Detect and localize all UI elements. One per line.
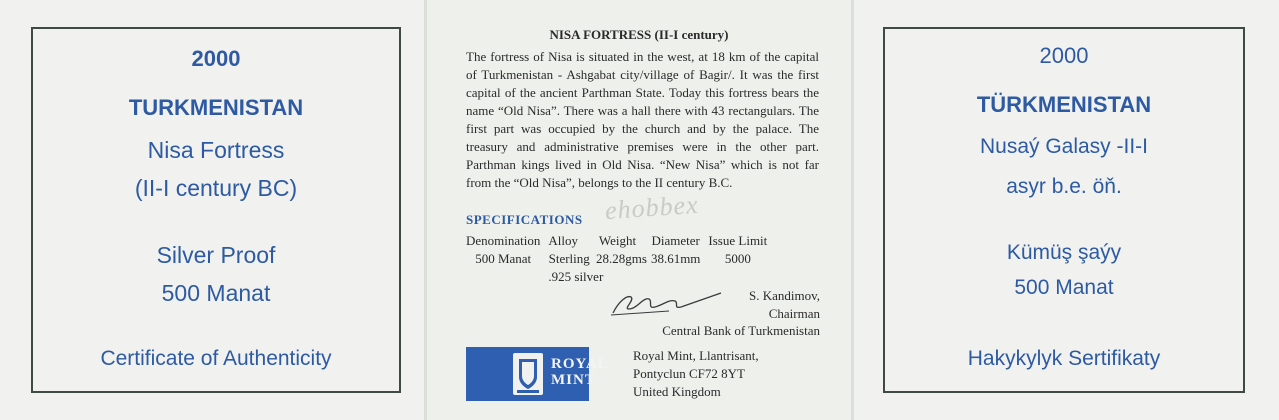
watermark: ehobbex <box>604 189 700 226</box>
denomination: 500 Manat <box>161 280 271 306</box>
specifications-table <box>466 232 771 286</box>
spec-header: Denomination <box>466 233 541 248</box>
signer-name: S. Kandimov, <box>748 288 820 303</box>
finish: Silver Proof <box>156 242 276 268</box>
spec-value: 38.61mm <box>650 251 701 266</box>
spec-header: Diameter <box>651 233 700 248</box>
royal-mint-logo <box>466 347 609 401</box>
coin-subject: Nusaý Galasy -II-I <box>979 135 1149 158</box>
address-line: United Kingdom <box>633 384 721 399</box>
spec-header-row <box>466 232 771 250</box>
coin-subject: Nisa Fortress <box>147 137 285 163</box>
turkmen-certificate-panel <box>854 0 1279 420</box>
english-certificate-frame <box>31 27 401 393</box>
denomination: 500 Manat <box>1014 276 1114 299</box>
country: TÜRKMENISTAN <box>976 92 1152 117</box>
spec-value: 500 Manat <box>475 251 532 266</box>
mint-address <box>633 347 759 401</box>
year: 2000 <box>1039 43 1089 68</box>
description-title: NISA FORTRESS (II-I century) <box>549 27 729 42</box>
crest-icon <box>513 353 543 395</box>
spec-header: Issue Limit <box>708 233 768 248</box>
signature <box>609 287 724 319</box>
royal-mint-wordmark: ROYAL MINT <box>551 356 609 388</box>
certificate-title: Certificate of Authenticity <box>100 347 332 370</box>
coin-subject-period: asyr b.e. öň. <box>1006 175 1122 198</box>
spec-extra-row <box>466 268 771 286</box>
spec-value-row <box>466 250 771 268</box>
address-line: Pontyclun CF72 8YT <box>633 366 745 381</box>
certificate-title: Hakykylyk Sertifikaty <box>967 347 1161 370</box>
signatory <box>749 287 820 323</box>
specifications-heading: SPECIFICATIONS <box>466 212 583 227</box>
spec-alloy-fineness: .925 silver <box>548 269 604 284</box>
spec-value: 28.28gms <box>596 251 647 266</box>
spec-header: Weight <box>598 233 637 248</box>
bank-name: Central Bank of Turkmenistan <box>662 323 820 338</box>
country: TURKMENISTAN <box>128 95 304 120</box>
address-line: Royal Mint, Llantrisant, <box>633 348 759 363</box>
coin-subject-period: (II-I century BC) <box>134 175 298 201</box>
year: 2000 <box>191 46 241 71</box>
english-certificate-panel <box>0 0 424 420</box>
description-text: The fortress of Nisa is situated in the west, at 18 km of the capital of Turkmenistan - Ashgabat city/village of Bagir/. It was the first capital of the ancient Parthman State. Today this fortress bears the name “Old Nisa”. There was a hall there with 43 rectangulars. The first part was occupied by the church and by the palace. The treasury and administrative premises were in the other part. Parthman kings lived in Old Nisa. “New Nisa” which is not far from the “Old Nisa”, belongs to the II century B.C. <box>466 49 819 190</box>
spec-value: Sterling <box>548 251 590 266</box>
finish: Kümüş şaýy <box>1006 241 1122 264</box>
spec-header: Alloy <box>548 233 579 248</box>
turkmen-certificate-frame <box>883 27 1245 393</box>
spec-value: 5000 <box>724 251 751 266</box>
signer-title: Chairman <box>768 306 820 321</box>
description-panel <box>427 0 851 420</box>
